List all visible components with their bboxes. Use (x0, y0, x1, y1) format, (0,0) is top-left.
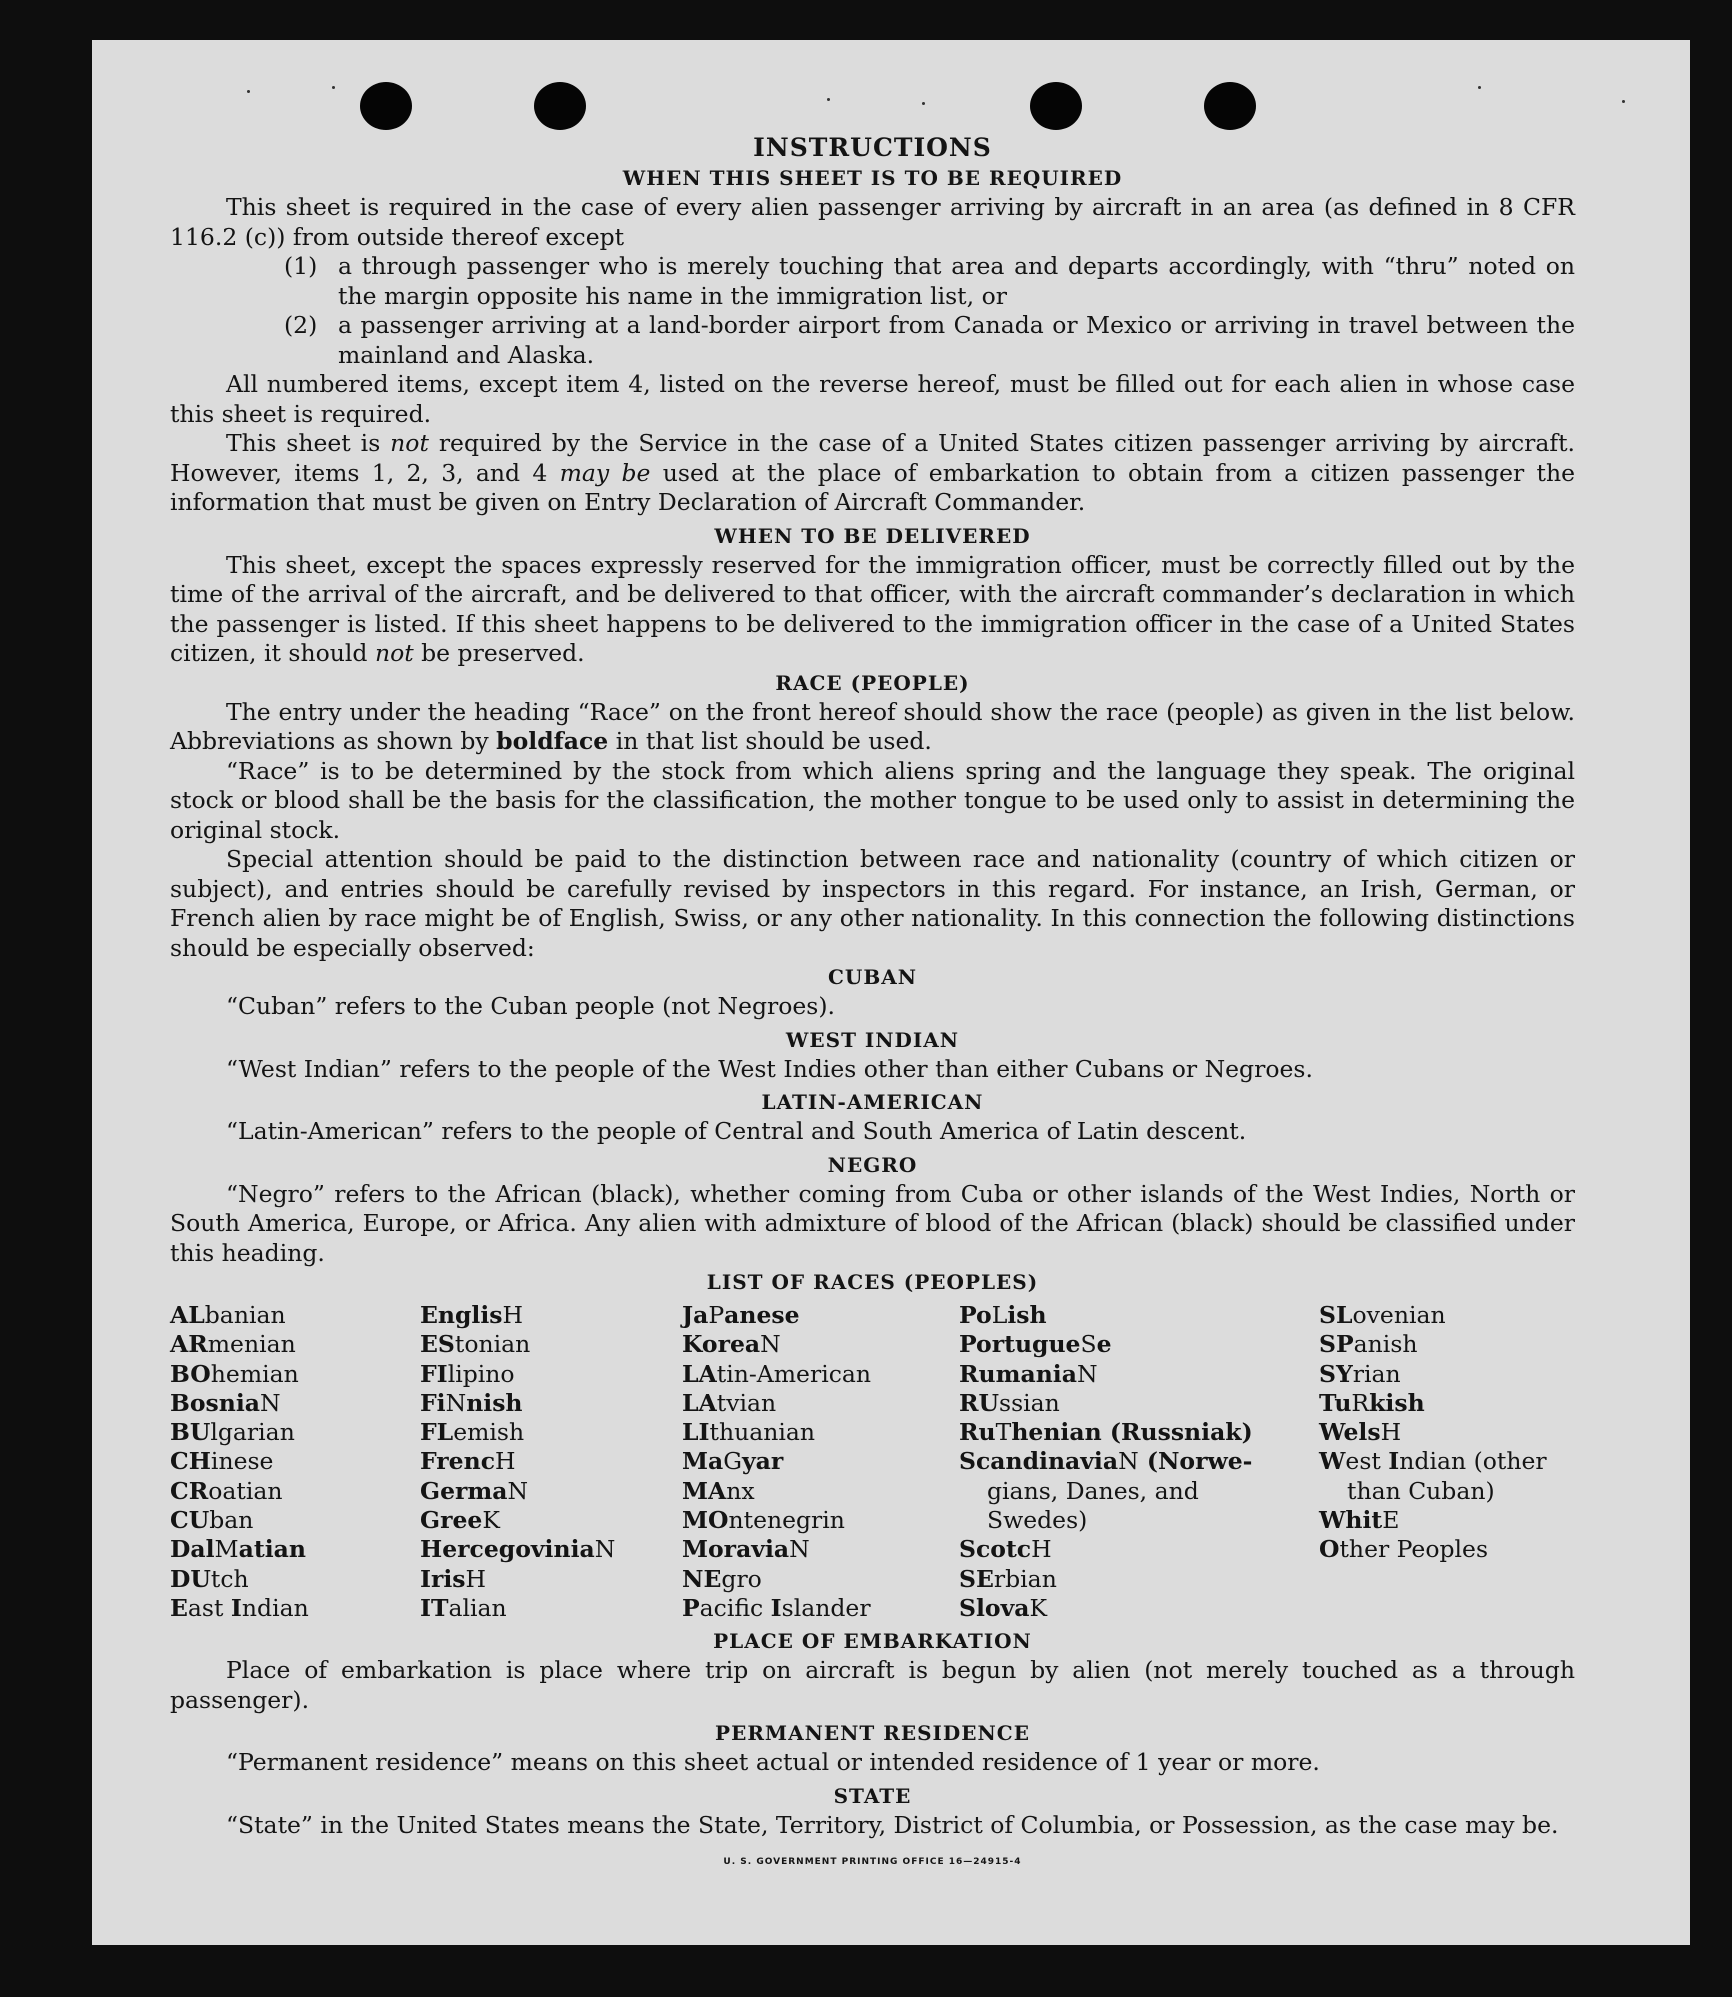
race-abbrev: CU (170, 1506, 210, 1535)
text: required by the Service in the case of a United States citizen passenger arriving by aircraft. However, items 1, 2, 3, and 4 (170, 429, 1575, 487)
race-entry (420, 1389, 682, 1418)
race-text: menian (207, 1330, 296, 1359)
race-entry (682, 1565, 959, 1594)
race-text: thuanian (709, 1418, 816, 1447)
races-column (959, 1301, 1319, 1623)
race-text: ast (187, 1593, 231, 1622)
heading-west-indian: WEST INDIAN (785, 1027, 960, 1052)
race-abbrev: P (682, 1593, 700, 1622)
race-abbrev: Ru (959, 1418, 996, 1447)
races-column (1319, 1301, 1575, 1623)
race-text: slander (781, 1593, 871, 1622)
race-abbrev: Scandinavia (959, 1447, 1119, 1476)
race-text: P (708, 1301, 725, 1329)
citizen-paragraph (170, 429, 1575, 518)
race-text: tin-American (716, 1359, 872, 1388)
printer-imprint: U. S. GOVERNMENT PRINTING OFFICE 16—24915-4 (723, 1857, 1022, 1868)
race-entry (420, 1330, 682, 1359)
race-abbrev: MA (682, 1476, 727, 1505)
race-abbrev: Hercegovinia (420, 1535, 595, 1564)
document-sheet (92, 40, 1690, 1945)
race-entry (959, 1594, 1319, 1623)
race-abbrev: SY (1319, 1359, 1353, 1388)
speck (332, 86, 335, 89)
exception-item-2 (170, 311, 1575, 370)
race-text: N (445, 1388, 467, 1417)
race-entry (170, 1360, 420, 1389)
text: used at the place of embarkation to obtain from a citizen passenger the information that must be given on Entry Declaration of Aircraft Commander. (170, 458, 1576, 516)
latin-american-text: “Latin-American” refers to the people of Central and South America of Latin descent. (226, 1117, 1247, 1145)
race-entry (959, 1447, 1319, 1476)
race-abbrev: IT (420, 1593, 449, 1622)
races-list (170, 1301, 1575, 1623)
race-entry (170, 1506, 420, 1535)
race-entry (1319, 1535, 1575, 1564)
race-entry (170, 1565, 420, 1594)
race-entry (1319, 1477, 1575, 1506)
heading-state: STATE (833, 1783, 912, 1808)
race-entry (959, 1360, 1319, 1389)
race-text: est (1345, 1447, 1389, 1476)
race-entry (420, 1565, 682, 1594)
negro-text: “Negro” refers to the African (black), whether coming from Cuba or other islands of the West Indies, North or South America, Europe, or Africa. Any alien with admixture of blood of the African (black) should be classified under this heading. (170, 1179, 1575, 1267)
race-abbrev: CR (170, 1476, 209, 1505)
races-column (420, 1301, 682, 1623)
race-abbrev: nish (466, 1388, 523, 1417)
race-text: lipino (447, 1359, 515, 1388)
race-abbrev: LA (682, 1359, 717, 1388)
race-entry (959, 1565, 1319, 1594)
race-text: oatian (208, 1476, 283, 1505)
punch-hole (360, 82, 412, 130)
race-abbrev: I (1388, 1447, 1400, 1476)
race-abbrev: Bosnia (170, 1388, 261, 1417)
race-entry (1319, 1447, 1575, 1476)
speck (1622, 100, 1625, 103)
heading-race: RACE (PEOPLE) (775, 670, 970, 695)
race-text: gro (721, 1564, 762, 1593)
race-abbrev: anese (724, 1301, 800, 1329)
race-text: N (507, 1476, 529, 1505)
race-abbrev: CH (170, 1447, 211, 1476)
race-text: ssian (999, 1388, 1060, 1417)
race-abbrev: Dal (170, 1535, 215, 1564)
race-abbrev: Frenc (420, 1447, 495, 1476)
race-entry (420, 1447, 682, 1476)
race-abbrev: atian (238, 1535, 306, 1564)
race-abbrev: SE (959, 1564, 994, 1593)
embarkation-text: Place of embarkation is place where trip on aircraft is begun by alien (not merely touched as a through passenger). (170, 1656, 1575, 1714)
race-entry (170, 1594, 420, 1623)
race-abbrev: kish (1369, 1388, 1425, 1417)
race-text: anish (1353, 1330, 1418, 1359)
race-entry (420, 1594, 682, 1623)
race-entry (420, 1535, 682, 1564)
emphasis: may be (559, 458, 651, 487)
emphasis: not (390, 429, 429, 457)
race-entry (1319, 1360, 1575, 1389)
race-text: rbian (993, 1564, 1057, 1593)
cuban-text: “Cuban” refers to the Cuban people (not Negroes). (226, 992, 836, 1020)
race-text: ndian (other (1399, 1447, 1547, 1476)
race-text: R (1351, 1388, 1370, 1417)
race-paragraph-3: Special attention should be paid to the distinction between race and nationality (country of which citizen or subject), and entries should be carefully revised by inspectors in this regard. For instance, an Irish, German, or French alien by race might be of English, Swiss, or any other nationality. In this connection the following distinctions should be especially observed: (170, 845, 1575, 962)
race-abbrev: LI (682, 1418, 710, 1447)
race-entry (959, 1477, 1319, 1506)
race-text: than Cuban) (1347, 1476, 1495, 1505)
race-text: tch (210, 1564, 249, 1593)
race-entry (170, 1535, 420, 1564)
instructions-content (170, 132, 1575, 1878)
race-abbrev: MO (682, 1506, 729, 1535)
text: be preserved. (413, 639, 585, 667)
page-title: INSTRUCTIONS (753, 133, 992, 162)
race-abbrev: Germa (420, 1476, 508, 1505)
emphasis: not (374, 639, 414, 667)
heading-cuban: CUBAN (827, 965, 918, 989)
race-text: N (789, 1535, 810, 1564)
race-entry (170, 1301, 420, 1330)
race-abbrev: Wels (1319, 1418, 1381, 1447)
race-entry (682, 1389, 959, 1418)
race-text: alian (448, 1593, 507, 1622)
race-text: hemian (210, 1359, 299, 1388)
race-entry (682, 1360, 959, 1389)
race-entry (170, 1330, 420, 1359)
race-text: inese (210, 1447, 274, 1476)
race-entry (1319, 1301, 1575, 1330)
race-abbrev: FI (420, 1359, 448, 1388)
race-entry (682, 1447, 959, 1476)
race-entry (682, 1418, 959, 1447)
race-text: nx (726, 1476, 755, 1505)
speck (827, 98, 830, 101)
race-abbrev: Tu (1319, 1388, 1352, 1417)
numbered-items-paragraph: All numbered items, except item 4, listed on the reverse hereof, must be filled out for each alien in whose case this sheet is required. (170, 370, 1575, 428)
race-text: M (214, 1535, 239, 1564)
race-text: gians, Danes, and (987, 1476, 1199, 1505)
race-entry (682, 1506, 959, 1535)
race-entry (170, 1389, 420, 1418)
race-abbrev: Ja (682, 1301, 709, 1329)
race-text: S (1080, 1330, 1097, 1359)
race-abbrev: (Norwe- (1138, 1447, 1253, 1476)
race-text: ovenian (1352, 1301, 1446, 1329)
race-abbrev: FL (420, 1418, 454, 1447)
text: This sheet, except the spaces expressly reserved for the immigration officer, must be correctly filled out by the time of the arrival of the aircraft, and be delivered to that officer, with the aircraft commander’s declaration in which the passenger is listed. If this sheet happens to be delivered to the immigration officer in the case of a United States citizen, it should (170, 550, 1575, 667)
race-entry (959, 1506, 1319, 1535)
race-abbrev: Portugue (959, 1330, 1081, 1359)
item-number: (1) (284, 252, 318, 280)
race-abbrev: SL (1319, 1301, 1353, 1329)
race-text: H (465, 1564, 487, 1593)
race-text: E (1382, 1506, 1400, 1535)
race-paragraph-2: “Race” is to be determined by the stock from which aliens spring and the language they speak. The original stock or blood shall be the basis for the classification, the mother tongue to be used only to assist in determining the original stock. (170, 756, 1575, 844)
race-abbrev: SP (1319, 1330, 1354, 1359)
heading-list-of-races: LIST OF RACES (PEOPLES) (706, 1270, 1039, 1294)
race-text: K (1029, 1593, 1048, 1622)
race-abbrev: BO (170, 1359, 211, 1388)
race-entry (420, 1418, 682, 1447)
heading-when-required: WHEN THIS SHEET IS TO BE REQUIRED (622, 166, 1123, 190)
text: in that list should be used. (608, 727, 932, 755)
race-text: T (995, 1418, 1012, 1447)
race-abbrev: Fi (420, 1388, 446, 1417)
race-text: N (1076, 1359, 1098, 1388)
item-text: a through passenger who is merely touching that area and departs accordingly, with “thru” noted on the margin opposite his name in the immigration list, or (338, 252, 1575, 310)
bold-word: boldface (496, 727, 609, 755)
race-abbrev: e (1096, 1330, 1112, 1359)
text: This sheet is (226, 429, 391, 457)
heading-when-delivered: WHEN TO BE DELIVERED (714, 523, 1031, 548)
race-abbrev: henian (Russniak) (1011, 1418, 1253, 1447)
race-entry (959, 1535, 1319, 1564)
race-text: ntenegrin (728, 1506, 845, 1535)
race-entry (1319, 1506, 1575, 1535)
race-abbrev: AL (170, 1301, 205, 1329)
race-abbrev: W (1319, 1447, 1346, 1476)
exception-item-1 (170, 252, 1575, 311)
punch-hole (1204, 82, 1256, 130)
races-column (682, 1301, 959, 1623)
races-column (170, 1301, 420, 1623)
race-text: L (991, 1301, 1008, 1329)
race-text: H (1031, 1535, 1052, 1564)
race-entry (1319, 1389, 1575, 1418)
race-entry (682, 1330, 959, 1359)
race-abbrev: Whit (1319, 1506, 1383, 1535)
race-abbrev: RU (959, 1388, 1000, 1417)
race-entry (170, 1418, 420, 1447)
race-entry (682, 1594, 959, 1623)
punch-hole (534, 82, 586, 130)
speck (247, 90, 250, 93)
heading-residence: PERMANENT RESIDENCE (715, 1721, 1030, 1746)
race-abbrev: Iris (420, 1564, 466, 1593)
race-entry (420, 1477, 682, 1506)
race-text: ban (209, 1506, 254, 1535)
race-text: tonian (454, 1330, 531, 1359)
race-text: H (502, 1301, 524, 1329)
race-text: N (1118, 1447, 1139, 1476)
race-abbrev: BU (170, 1418, 211, 1447)
race-text: ndian (241, 1593, 309, 1622)
speck (922, 102, 925, 105)
race-entry (682, 1535, 959, 1564)
race-abbrev: Po (959, 1301, 992, 1329)
race-abbrev: yar (742, 1447, 784, 1476)
west-indian-text: “West Indian” refers to the people of the West Indies other than either Cubans or Negroes. (226, 1054, 1313, 1083)
race-text: K (482, 1506, 500, 1535)
race-abbrev: I (770, 1593, 782, 1622)
race-text: Swedes) (987, 1506, 1088, 1535)
race-text: G (723, 1447, 743, 1476)
race-entry (420, 1301, 682, 1330)
speck (1478, 86, 1481, 89)
race-abbrev: Slova (959, 1593, 1030, 1622)
race-text: N (594, 1535, 616, 1564)
race-abbrev: AR (170, 1330, 208, 1359)
race-entry (1319, 1330, 1575, 1359)
race-abbrev: I (230, 1593, 242, 1622)
race-text: lgarian (210, 1418, 295, 1447)
race-abbrev: Moravia (682, 1535, 790, 1564)
race-entry (959, 1330, 1319, 1359)
race-entry (959, 1301, 1319, 1330)
race-entry (959, 1389, 1319, 1418)
race-abbrev: ES (420, 1330, 455, 1359)
item-number: (2) (284, 311, 318, 339)
race-abbrev: Ma (682, 1447, 724, 1476)
race-abbrev: Scotc (959, 1535, 1032, 1564)
race-entry (1319, 1418, 1575, 1447)
race-entry (682, 1477, 959, 1506)
race-abbrev: LA (682, 1388, 717, 1417)
race-abbrev: Korea (682, 1330, 761, 1359)
race-abbrev: Gree (420, 1506, 483, 1535)
state-text: “State” in the United States means the State, Territory, District of Columbia, or Possession, as the case may be. (226, 1810, 1559, 1839)
race-text: tvian (716, 1388, 777, 1417)
heading-embarkation: PLACE OF EMBARKATION (713, 1629, 1032, 1654)
race-abbrev: NE (682, 1564, 722, 1593)
race-text: banian (204, 1301, 286, 1329)
race-text: H (1380, 1418, 1402, 1447)
race-abbrev: ish (1007, 1301, 1047, 1329)
race-text: rian (1352, 1359, 1401, 1388)
heading-negro: NEGRO (827, 1152, 918, 1177)
race-entry (420, 1360, 682, 1389)
punch-hole (1030, 82, 1082, 130)
race-paragraph-1 (170, 698, 1575, 757)
race-abbrev: O (1319, 1535, 1340, 1564)
delivered-paragraph (170, 551, 1575, 669)
required-intro: This sheet is required in the case of every alien passenger arriving by aircraft in an area (as defined in 8 CFR 116.2 (c)) from outside thereof except (170, 193, 1575, 251)
race-text: N (760, 1330, 781, 1359)
race-entry (959, 1418, 1319, 1447)
race-text: N (260, 1388, 281, 1417)
race-abbrev: Rumania (959, 1359, 1077, 1388)
race-entry (420, 1506, 682, 1535)
race-abbrev: DU (170, 1564, 211, 1593)
race-text: acific (699, 1593, 771, 1622)
race-entry (170, 1477, 420, 1506)
heading-latin-american: LATIN-AMERICAN (761, 1090, 984, 1114)
residence-text: “Permanent residence” means on this sheet actual or intended residence of 1 year or more. (226, 1748, 1320, 1777)
item-text: a passenger arriving at a land-border airport from Canada or Mexico or arriving in travel between the mainland and Alaska. (338, 311, 1575, 369)
race-text: emish (453, 1418, 525, 1447)
race-text: H (495, 1447, 516, 1476)
race-text: ther Peoples (1339, 1535, 1489, 1564)
race-entry (682, 1301, 959, 1330)
race-abbrev: Englis (420, 1301, 503, 1329)
text: The entry under the heading “Race” on the front hereof should show the race (people) as given in the list below. Abbreviations as shown by (170, 697, 1575, 755)
race-abbrev: E (170, 1593, 188, 1622)
race-entry (170, 1447, 420, 1476)
